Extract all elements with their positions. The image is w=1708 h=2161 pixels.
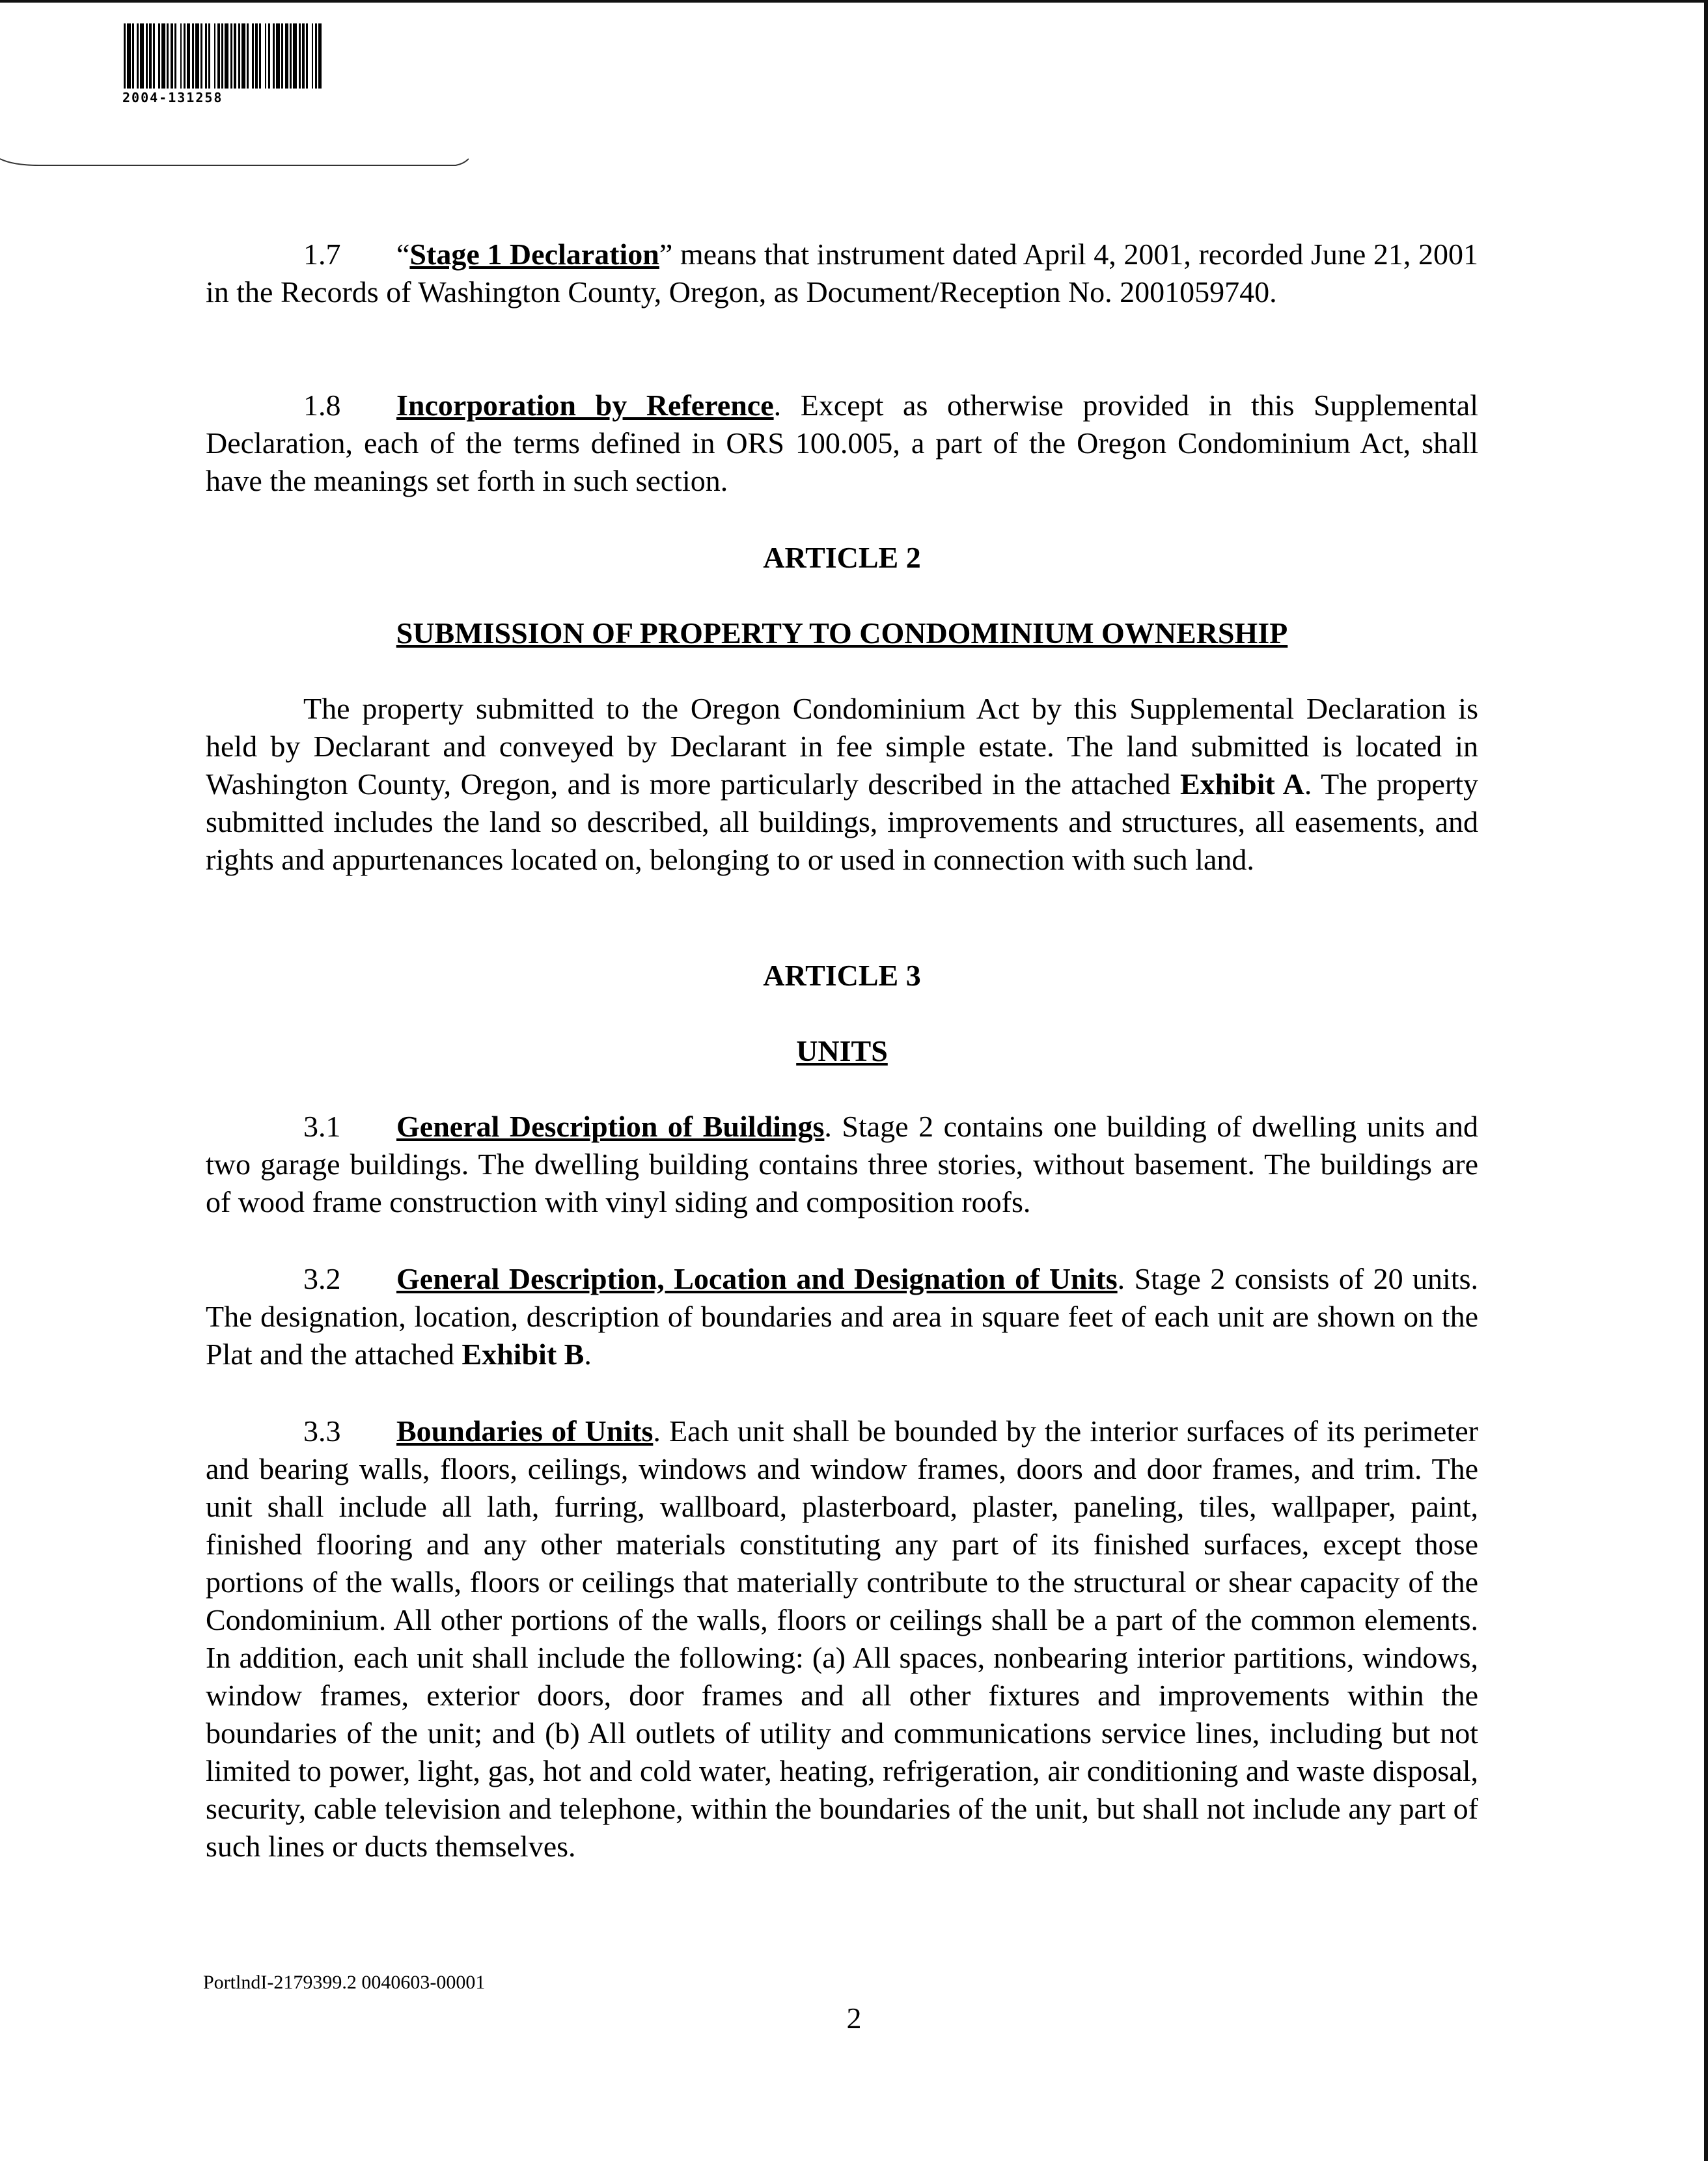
section-number: 3.3 [303, 1414, 341, 1448]
section-3-3-paragraph [206, 1412, 1478, 1865]
section-3-1-paragraph [206, 1108, 1478, 1221]
article-2-title-block [206, 539, 1478, 577]
barcode-bar [192, 23, 194, 89]
article-3-subtitle: UNITS [796, 1034, 888, 1067]
article-2-text-after: . The property submitted includes the land so described, all buildings, improvements and structures, all easements, and rights and appurtenances located on, belonging to or used in connection with such land. [206, 767, 1479, 876]
barcode-bar [276, 23, 280, 89]
barcode-bar [127, 23, 131, 89]
barcode-bar [161, 23, 165, 89]
section-1-8-paragraph [206, 387, 1478, 500]
page-border-right [1704, 0, 1708, 2161]
barcode-bar [137, 23, 139, 89]
barcode-bar [273, 23, 275, 89]
barcode-bar [259, 23, 261, 89]
close-quote: ” [659, 238, 673, 271]
article-2-title: ARTICLE 2 [763, 541, 921, 574]
barcode-number: 2004-131258 [122, 90, 223, 105]
section-number: 1.8 [303, 389, 341, 422]
barcode-bar [281, 23, 283, 89]
barcode-bar [293, 23, 297, 89]
barcode-bar [124, 23, 126, 89]
section-text-after: . [584, 1338, 592, 1371]
scan-artifact-line [0, 155, 469, 167]
section-heading: Boundaries of Units [396, 1414, 654, 1448]
barcode-bar [318, 23, 322, 89]
barcode-bar [205, 23, 207, 89]
section-3-2-paragraph [206, 1260, 1478, 1373]
barcode-bar [184, 23, 186, 89]
exhibit-b-reference: Exhibit B [461, 1338, 585, 1371]
barcode-bar [268, 23, 270, 89]
section-text-before: . Stage 2 consists of 20 units. The designation, location, description of boundaries and area in square feet of each unit are shown on the Plat and the attached [206, 1262, 1478, 1371]
article-3-subtitle-block [206, 1032, 1478, 1070]
barcode-bar [255, 23, 258, 89]
barcode-bar [187, 23, 190, 89]
section-3-2 [206, 1260, 1478, 1373]
article-2-subtitle-block [206, 614, 1478, 652]
barcode-bar [302, 23, 305, 89]
section-1-7-paragraph [206, 236, 1478, 311]
barcode-image [124, 23, 420, 89]
section-heading: General Description of Buildings [396, 1110, 825, 1143]
barcode-bar [217, 23, 220, 89]
barcode-bar [315, 23, 317, 89]
barcode-bar [174, 23, 176, 89]
barcode-bar [214, 23, 215, 89]
barcode-bar [252, 23, 254, 89]
barcode-bar [238, 23, 240, 89]
article-2-text-before: The property submitted to the Oregon Condominium Act by this Supplemental Declaration is held by Declarant and conveyed by Declarant in fee simple estate. The land submitted is located in Washington County, Oregon, and is more particularly described in the attached [206, 692, 1478, 801]
barcode-bar [171, 23, 173, 89]
barcode-bar [290, 23, 292, 89]
barcode-bar [230, 23, 232, 89]
open-quote: “ [396, 238, 410, 271]
section-heading: Incorporation by Reference [396, 389, 774, 422]
barcode-bar [140, 23, 144, 89]
article-2-paragraph [206, 690, 1478, 879]
section-text: means that instrument dated April 4, 2001, recorded June 21, 2001 in the Records of Washington County, Oregon, as Document/Reception No. 2001059740. [206, 238, 1478, 309]
barcode-bar [200, 23, 202, 89]
section-text: . Stage 2 contains one building of dwelling units and two garage buildings. The dwelling building contains three stories, without basement. The buildings are of wood frame construction with vinyl siding and composition roofs. [206, 1110, 1478, 1218]
barcode-bar [221, 23, 223, 89]
section-3-1 [206, 1108, 1478, 1221]
barcode-bar [312, 23, 313, 89]
page-border-top [0, 0, 1708, 3]
exhibit-a-reference: Exhibit A [1179, 767, 1304, 801]
section-number: 3.1 [303, 1110, 341, 1143]
section-text: . Except as otherwise provided in this Supplemental Declaration, each of the terms defined in ORS 100.005, a part of the Oregon Condominium Act, shall have the meanings set forth in such section. [206, 389, 1479, 497]
article-2-subtitle: SUBMISSION OF PROPERTY TO CONDOMINIUM OWNERSHIP [396, 616, 1288, 650]
barcode-bar [195, 23, 199, 89]
barcode-bar [158, 23, 160, 89]
section-heading: Stage 1 Declaration [409, 238, 659, 271]
barcode-bar [241, 23, 245, 89]
page-number: 2 [846, 2002, 862, 2035]
section-1-8 [206, 387, 1478, 500]
barcode-bar [225, 23, 228, 89]
barcode-bar [306, 23, 308, 89]
section-heading: General Description, Location and Designation of Units [396, 1262, 1118, 1295]
footer-document-reference: PortlndI-2179399.2 0040603-00001 [203, 1972, 486, 1993]
article-3-title-block [206, 957, 1478, 995]
barcode-bar [299, 23, 301, 89]
barcode-bar [208, 23, 210, 89]
barcode-bar [149, 23, 152, 89]
article-2-body [206, 690, 1478, 879]
barcode-bar [285, 23, 288, 89]
barcode-bar [132, 23, 134, 89]
barcode-bar [167, 23, 169, 89]
barcode-bar [153, 23, 155, 89]
barcode-bar [247, 23, 249, 89]
barcode-bar [234, 23, 236, 89]
barcode-bar [180, 23, 182, 89]
barcode-bar [146, 23, 148, 89]
section-text: . Each unit shall be bounded by the interior surfaces of its perimeter and bearing walls, floors, ceilings, windows and window frames, doors and door frames, and trim. The unit shall include all lath, furring, wallboard, plasterboard, plaster, paneling, tiles, wallpaper, paint, finished flooring and any other materials constituting any part of its finished surfaces, except those portions of the walls, floors or ceilings that materially contribute to the structural or shear capacity of the Condominium. All other portions of the walls, floors or ceilings shall be a part of the common elements. In addition, each unit shall include the following: (a) All spaces, nonbearing interior partitions, windows, window frames, exterior doors, door frames and all other fixtures and improvements within the boundaries of the unit; and (b) All outlets of utility and communications service lines, including but not limited to power, light, gas, hot and cold water, heating, refrigeration, air conditioning and waste disposal, security, cable television and telephone, within the boundaries of the unit, but shall not include any part of such lines or ducts themselves. [206, 1414, 1478, 1863]
barcode-bar [265, 23, 266, 89]
article-3-title: ARTICLE 3 [763, 959, 921, 992]
section-1-7 [206, 236, 1478, 311]
section-number: 3.2 [303, 1262, 341, 1295]
section-3-3 [206, 1412, 1478, 1865]
section-number: 1.7 [303, 238, 341, 271]
